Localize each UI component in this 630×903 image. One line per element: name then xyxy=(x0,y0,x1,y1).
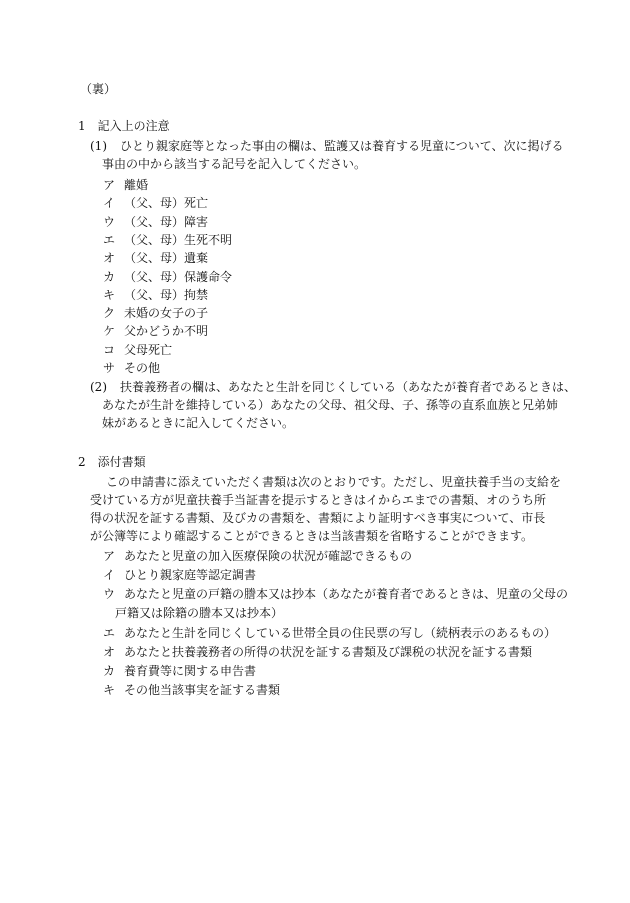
reason-option-text: 離婚 xyxy=(124,178,149,192)
document-key: カ xyxy=(103,664,116,678)
item2-line3: 妹があるときに記入してください。 xyxy=(102,416,295,430)
section2-para-line2: 受けている方が児童扶養手当証書を提示するときはイからエまでの書類、オのうち所 xyxy=(90,493,547,507)
reason-option-key: ウ xyxy=(103,215,116,229)
document-key: ウ xyxy=(103,587,116,601)
document-text: その他当該事実を証する書類 xyxy=(124,683,281,697)
page-side-label: （裏） xyxy=(80,82,117,96)
item1-line2: 事由の中から該当する記号を記入してください。 xyxy=(102,157,367,171)
document-text: ひとり親家庭等認定調書 xyxy=(124,568,257,582)
reason-option-text: 父かどうか不明 xyxy=(124,324,209,338)
section2-heading: 2 添付書類 xyxy=(78,455,146,469)
document-text: あなたと扶養義務者の所得の状況を証する書類及び課税の状況を証する書類 xyxy=(124,645,533,659)
document-key: オ xyxy=(103,645,116,659)
document-text: あなたと生計を同じくしている世帯全員の住民票の写し（続柄表示のあるもの） xyxy=(124,626,557,640)
item2-line2: あなたが生計を維持している）あなたの父母、祖父母、子、孫等の直系血族と兄弟姉 xyxy=(102,398,559,412)
reason-option-text: （父、母）障害 xyxy=(124,215,209,229)
document-text-continuation: 戸籍又は除籍の謄本又は抄本） xyxy=(115,606,284,620)
document-key: ア xyxy=(103,549,116,563)
reason-option-key: ア xyxy=(103,178,116,192)
reason-option-text: （父、母）死亡 xyxy=(124,196,209,210)
document-key: イ xyxy=(103,568,116,582)
reason-option-key: ク xyxy=(103,306,116,320)
section2-para-line1: この申請書に添えていただく書類は次のとおりです。ただし、児童扶養手当の支給を xyxy=(106,475,562,489)
item2-line1: 扶養義務者の欄は、あなたと生計を同じくしている（あなたが養育者であるときは、 xyxy=(120,380,577,394)
document-text: あなたと児童の加入医療保険の状況が確認できるもの xyxy=(124,549,413,563)
reason-option-text: （父、母）保護命令 xyxy=(124,270,233,284)
reason-option-key: キ xyxy=(103,288,116,302)
document-text: あなたと児童の戸籍の謄本又は抄本（あなたが養育者であるときは、児童の父母の xyxy=(124,587,569,601)
reason-option-text: 未婚の女子の子 xyxy=(124,306,209,320)
reason-option-text: （父、母）生死不明 xyxy=(124,233,233,247)
reason-option-key: オ xyxy=(103,251,116,265)
reason-option-key: ケ xyxy=(103,324,116,338)
document-key: キ xyxy=(103,683,116,697)
reason-option-key: サ xyxy=(103,361,116,375)
reason-option-key: イ xyxy=(103,196,116,210)
section2-para-line4: が公簿等により確認することができるときは当該書類を省略することができます。 xyxy=(90,529,534,543)
reason-option-text: その他 xyxy=(124,361,161,375)
reason-option-text: （父、母）拘禁 xyxy=(124,288,209,302)
section2-para-line3: 得の状況を証する書類、及びカの書類を、書類により証明すべき事実について、市長 xyxy=(90,511,546,525)
section1-heading: 1 記入上の注意 xyxy=(78,119,170,133)
item2-number: (2) xyxy=(90,380,107,394)
reason-option-key: カ xyxy=(103,270,116,284)
document-text: 養育費等に関する申告書 xyxy=(124,664,257,678)
reason-option-key: コ xyxy=(103,343,116,357)
item1-number: (1) xyxy=(90,139,107,153)
document-key: エ xyxy=(103,626,116,640)
reason-option-text: 父母死亡 xyxy=(124,343,173,357)
reason-option-key: エ xyxy=(103,233,116,247)
item1-line1: ひとり親家庭等となった事由の欄は、監護又は養育する児童について、次に掲げる xyxy=(120,139,564,153)
reason-option-text: （父、母）遺棄 xyxy=(124,251,209,265)
